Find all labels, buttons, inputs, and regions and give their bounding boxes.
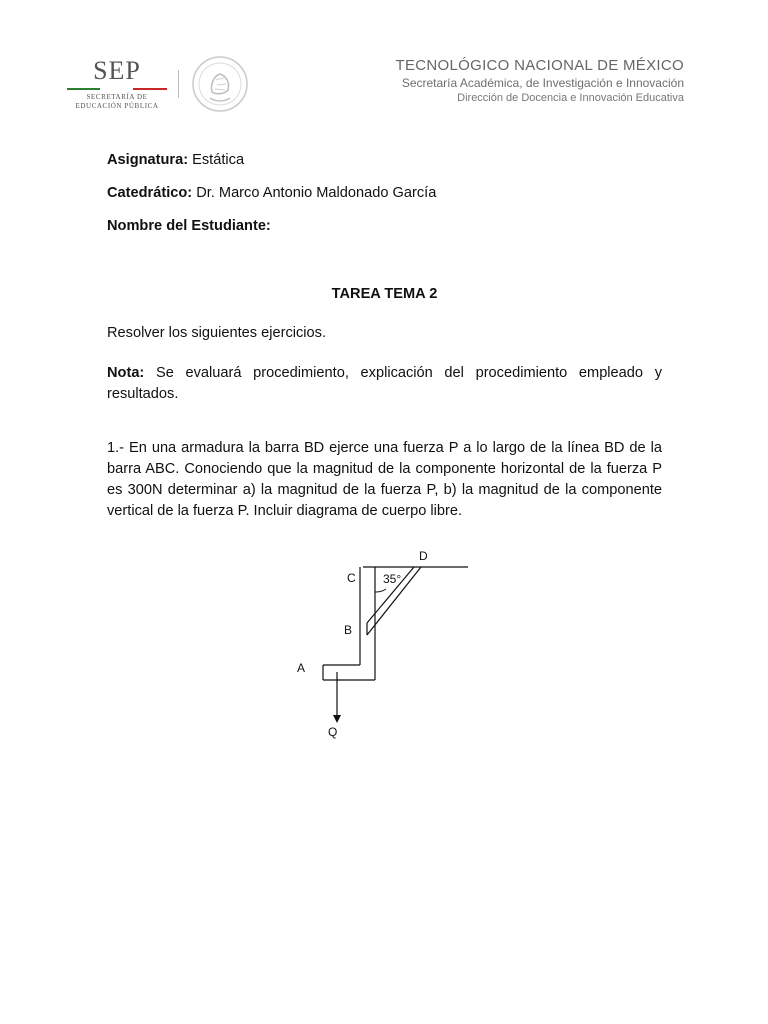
letterhead <box>0 0 768 120</box>
sep-logo-flag-rule <box>67 88 167 90</box>
label-c: C <box>347 571 356 585</box>
subject-label: Asignatura: <box>107 152 189 168</box>
load-q-arrowhead <box>333 715 341 723</box>
label-b: B <box>344 623 353 637</box>
teacher-label: Catedrático: <box>107 185 193 201</box>
teacher-line <box>107 183 436 204</box>
institution-block <box>396 56 685 105</box>
institution-name: TECNOLÓGICO NACIONAL DE MÉXICO <box>395 57 684 74</box>
note-label: Nota: <box>107 365 145 381</box>
page-title: TAREA TEMA 2 <box>331 286 438 302</box>
sep-logo-subtitle-2: EDUCACIÓN PÚBLICA <box>75 102 159 110</box>
note-text: Se evaluará procedimiento, explicación del procedimiento empleado y resultados. <box>107 365 662 402</box>
label-q: Q <box>328 725 338 739</box>
angle-arc <box>375 589 386 592</box>
directorate-name: Dirección de Docencia e Innovación Educativa <box>457 92 684 104</box>
sep-logo-word: SEP <box>93 56 141 85</box>
coat-of-arms-icon <box>190 54 250 114</box>
subject-line <box>107 150 244 171</box>
angle-label: 35° <box>383 572 402 586</box>
teacher-value: Dr. Marco Antonio Maldonado García <box>192 185 437 201</box>
instruction-text: Resolver los siguientes ejercicios. <box>107 325 326 341</box>
sep-logo <box>62 58 172 111</box>
logo-divider <box>178 70 179 98</box>
secretariat-name: Secretaría Académica, de Investigación e Innovación <box>401 76 684 90</box>
student-label: Nombre del Estudiante: <box>107 218 271 234</box>
problem-1-statement: 1.- En una armadura la barra BD ejerce una fuerza P a lo largo de la línea BD de la barra ABC. Conociendo que la magnitud de la componente horizontal de la fuerza P es 300N determinar a) la magnitud de la fuerza P, b) la magnitud de la componente vertical de la fuerza P. Incluir diagrama de cuerpo libre. <box>107 440 662 519</box>
note-paragraph <box>107 363 662 405</box>
label-a: A <box>297 661 306 675</box>
subject-value: Estática <box>188 152 245 168</box>
label-d: D <box>419 549 428 563</box>
truss-diagram <box>290 545 480 745</box>
student-line <box>107 216 271 237</box>
sep-logo-subtitle-1: SECRETARÍA DE <box>86 93 148 101</box>
